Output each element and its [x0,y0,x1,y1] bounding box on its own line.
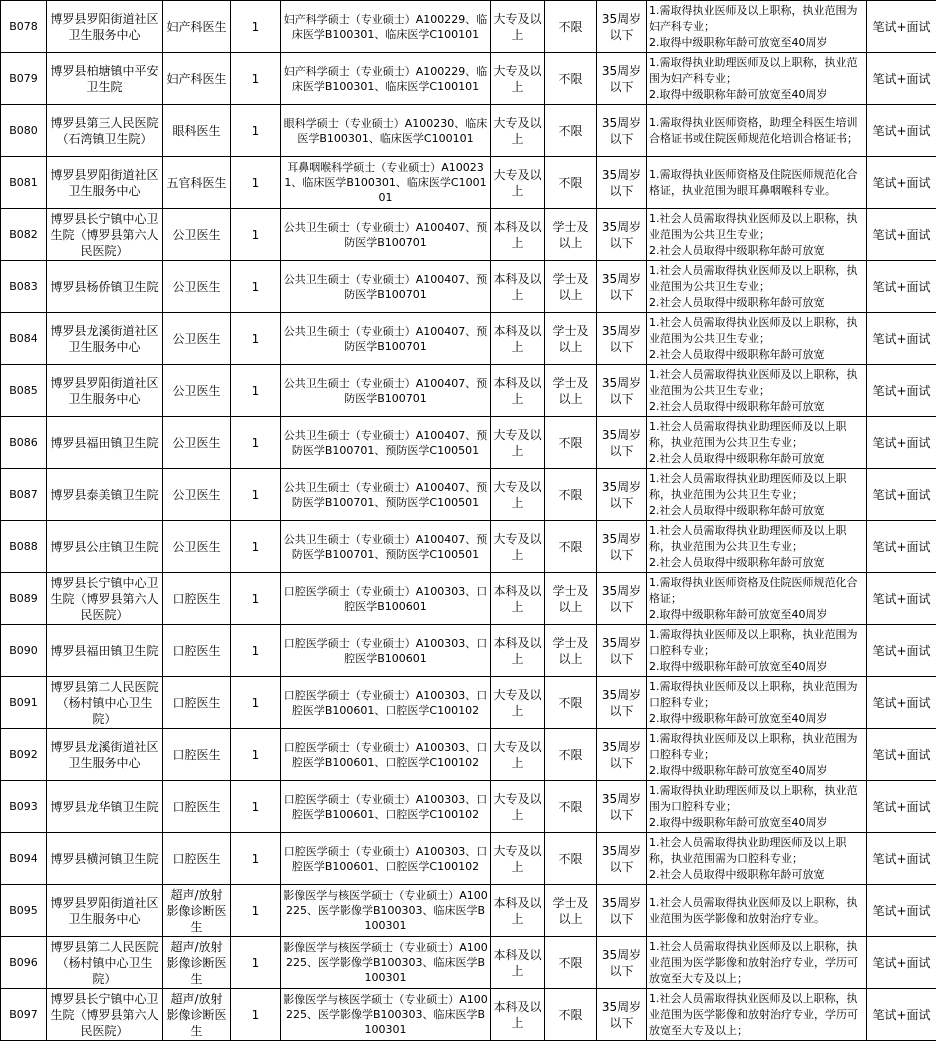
education-requirement-cell: 大专及以上 [491,1,545,53]
age-requirement-cell: 35周岁以下 [597,209,647,261]
degree-requirement-cell: 不限 [545,1,597,53]
major-requirement-cell: 公共卫生硕士（专业硕士）A100407、预防医学B100701、预防医学C100501 [281,521,491,573]
job-code-cell: B097 [1,989,47,1041]
employer-name-cell: 博罗县龙溪街道社区卫生服务中心 [47,729,163,781]
job-code-cell: B088 [1,521,47,573]
degree-requirement-cell: 不限 [545,677,597,729]
job-code-cell: B078 [1,1,47,53]
other-requirements-cell: 1.需取得执业医师及以上职称，执业范围为妇产科专业； 2.取得中级职称年龄可放宽至40周岁 [647,1,867,53]
table-row [1,625,936,677]
job-code-cell: B094 [1,833,47,885]
degree-requirement-cell: 不限 [545,833,597,885]
exam-method-cell: 笔试+面试 [867,53,936,105]
job-code-cell: B092 [1,729,47,781]
major-requirement-cell: 口腔医学硕士（专业硕士）A100303、口腔医学B100601、口腔医学C100102 [281,677,491,729]
exam-method-cell: 笔试+面试 [867,989,936,1041]
education-requirement-cell: 大专及以上 [491,677,545,729]
exam-method-cell: 笔试+面试 [867,105,936,157]
major-requirement-cell: 妇产科学硕士（专业硕士）A100229、临床医学B100301、临床医学C100101 [281,53,491,105]
major-requirement-cell: 公共卫生硕士（专业硕士）A100407、预防医学B100701 [281,261,491,313]
employer-name-cell: 博罗县第二人民医院（杨村镇中心卫生院） [47,937,163,989]
other-requirements-cell: 1.社会人员需取得执业助理医师及以上职称，执业范围为公共卫生专业； 2.社会人员取得中级职称年龄可放宽 [647,469,867,521]
major-requirement-cell: 口腔医学硕士（专业硕士）A100303、口腔医学B100601、口腔医学C100102 [281,781,491,833]
job-code-cell: B095 [1,885,47,937]
age-requirement-cell: 35周岁以下 [597,989,647,1041]
table-row [1,729,936,781]
exam-method-cell: 笔试+面试 [867,677,936,729]
table-row [1,53,936,105]
headcount-cell: 1 [231,521,281,573]
major-requirement-cell: 公共卫生硕士（专业硕士）A100407、预防医学B100701、预防医学C100501 [281,417,491,469]
education-requirement-cell: 大专及以上 [491,521,545,573]
education-requirement-cell: 大专及以上 [491,833,545,885]
headcount-cell: 1 [231,677,281,729]
exam-method-cell: 笔试+面试 [867,937,936,989]
job-code-cell: B086 [1,417,47,469]
position-name-cell: 口腔医生 [163,625,231,677]
employer-name-cell: 博罗县罗阳街道社区卫生服务中心 [47,885,163,937]
degree-requirement-cell: 不限 [545,781,597,833]
other-requirements-cell: 1.需取得执业医师资格及住院医师规范化合格证； 2.取得中级职称年龄可放宽至40周岁 [647,573,867,625]
other-requirements-cell: 1.社会人员需取得执业医师及以上职称，执业范围为公共卫生专业； 2.社会人员取得中级职称年龄可放宽 [647,313,867,365]
table-body [1,1,936,1041]
major-requirement-cell: 影像医学与核医学硕士（专业硕士）A100225、医学影像学B100303、临床医学B100301 [281,937,491,989]
major-requirement-cell: 耳鼻咽喉科学硕士（专业硕士）A100231、临床医学B100301、临床医学C100101 [281,157,491,209]
age-requirement-cell: 35周岁以下 [597,885,647,937]
position-name-cell: 公卫医生 [163,521,231,573]
job-code-cell: B090 [1,625,47,677]
employer-name-cell: 博罗县福田镇卫生院 [47,625,163,677]
degree-requirement-cell: 学士及以上 [545,625,597,677]
exam-method-cell: 笔试+面试 [867,313,936,365]
table-row [1,833,936,885]
position-name-cell: 公卫医生 [163,209,231,261]
education-requirement-cell: 大专及以上 [491,157,545,209]
education-requirement-cell: 本科及以上 [491,885,545,937]
degree-requirement-cell: 不限 [545,157,597,209]
degree-requirement-cell: 不限 [545,521,597,573]
age-requirement-cell: 35周岁以下 [597,677,647,729]
position-name-cell: 五官科医生 [163,157,231,209]
exam-method-cell: 笔试+面试 [867,521,936,573]
degree-requirement-cell: 不限 [545,105,597,157]
headcount-cell: 1 [231,105,281,157]
education-requirement-cell: 本科及以上 [491,313,545,365]
headcount-cell: 1 [231,885,281,937]
employer-name-cell: 博罗县罗阳街道社区卫生服务中心 [47,365,163,417]
other-requirements-cell: 1.需取得执业医师及以上职称，执业范围为口腔科专业； 2.取得中级职称年龄可放宽至40周岁 [647,677,867,729]
age-requirement-cell: 35周岁以下 [597,53,647,105]
table-row [1,157,936,209]
position-name-cell: 口腔医生 [163,573,231,625]
other-requirements-cell: 1.社会人员需取得执业医师及以上职称，执业范围为公共卫生专业； 2.社会人员取得中级职称年龄可放宽 [647,365,867,417]
other-requirements-cell: 1.社会人员需取得执业医师及以上职称，执业范围为医学影像和放射治疗专业。 [647,885,867,937]
age-requirement-cell: 35周岁以下 [597,937,647,989]
job-code-cell: B079 [1,53,47,105]
other-requirements-cell: 1.社会人员需取得执业助理医师及以上职称，执业范围为公共卫生专业； 2.社会人员取得中级职称年龄可放宽 [647,417,867,469]
employer-name-cell: 博罗县长宁镇中心卫生院（博罗县第六人民医院） [47,209,163,261]
table-row [1,313,936,365]
age-requirement-cell: 35周岁以下 [597,833,647,885]
table-row [1,1,936,53]
major-requirement-cell: 妇产科学硕士（专业硕士）A100229、临床医学B100301、临床医学C100101 [281,1,491,53]
employer-name-cell: 博罗县横河镇卫生院 [47,833,163,885]
headcount-cell: 1 [231,365,281,417]
education-requirement-cell: 大专及以上 [491,469,545,521]
other-requirements-cell: 1.需取得执业医师及以上职称，执业范围为口腔科专业； 2.取得中级职称年龄可放宽至40周岁 [647,729,867,781]
exam-method-cell: 笔试+面试 [867,625,936,677]
job-code-cell: B081 [1,157,47,209]
table-row [1,573,936,625]
degree-requirement-cell: 学士及以上 [545,885,597,937]
table-row [1,781,936,833]
other-requirements-cell: 1.需取得执业医师资格及住院医师规范化合格证，执业范围为眼耳鼻咽喉科专业。 [647,157,867,209]
other-requirements-cell: 1.需取得执业医师及以上职称，执业范围为口腔科专业； 2.取得中级职称年龄可放宽至40周岁 [647,625,867,677]
job-code-cell: B091 [1,677,47,729]
table-row [1,365,936,417]
table-row [1,417,936,469]
position-name-cell: 公卫医生 [163,313,231,365]
degree-requirement-cell: 不限 [545,469,597,521]
exam-method-cell: 笔试+面试 [867,729,936,781]
education-requirement-cell: 本科及以上 [491,209,545,261]
headcount-cell: 1 [231,573,281,625]
age-requirement-cell: 35周岁以下 [597,157,647,209]
other-requirements-cell: 1.社会人员需取得执业医师及以上职称，执业范围为医学影像和放射治疗专业，学历可放宽至大专及以上； [647,989,867,1041]
age-requirement-cell: 35周岁以下 [597,1,647,53]
headcount-cell: 1 [231,313,281,365]
headcount-cell: 1 [231,1,281,53]
education-requirement-cell: 本科及以上 [491,625,545,677]
employer-name-cell: 博罗县龙溪街道社区卫生服务中心 [47,313,163,365]
table-row [1,469,936,521]
headcount-cell: 1 [231,261,281,313]
education-requirement-cell: 大专及以上 [491,417,545,469]
position-name-cell: 公卫医生 [163,469,231,521]
headcount-cell: 1 [231,833,281,885]
table-row [1,937,936,989]
major-requirement-cell: 口腔医学硕士（专业硕士）A100303、口腔医学B100601 [281,625,491,677]
age-requirement-cell: 35周岁以下 [597,625,647,677]
employer-name-cell: 博罗县泰美镇卫生院 [47,469,163,521]
exam-method-cell: 笔试+面试 [867,781,936,833]
major-requirement-cell: 口腔医学硕士（专业硕士）A100303、口腔医学B100601、口腔医学C100102 [281,729,491,781]
age-requirement-cell: 35周岁以下 [597,781,647,833]
exam-method-cell: 笔试+面试 [867,885,936,937]
education-requirement-cell: 大专及以上 [491,781,545,833]
employer-name-cell: 博罗县罗阳街道社区卫生服务中心 [47,1,163,53]
job-code-cell: B083 [1,261,47,313]
position-name-cell: 超声/放射影像诊断医生 [163,885,231,937]
exam-method-cell: 笔试+面试 [867,261,936,313]
position-name-cell: 超声/放射影像诊断医生 [163,989,231,1041]
employer-name-cell: 博罗县福田镇卫生院 [47,417,163,469]
degree-requirement-cell: 不限 [545,417,597,469]
exam-method-cell: 笔试+面试 [867,209,936,261]
education-requirement-cell: 大专及以上 [491,105,545,157]
headcount-cell: 1 [231,209,281,261]
major-requirement-cell: 口腔医学硕士（专业硕士）A100303、口腔医学B100601 [281,573,491,625]
major-requirement-cell: 公共卫生硕士（专业硕士）A100407、预防医学B100701 [281,313,491,365]
education-requirement-cell: 本科及以上 [491,365,545,417]
job-code-cell: B089 [1,573,47,625]
other-requirements-cell: 1.社会人员需取得执业助理医师及以上职称，执业范围需为口腔科专业； 2.社会人员取得中级职称年龄可放宽 [647,833,867,885]
position-name-cell: 口腔医生 [163,729,231,781]
degree-requirement-cell: 学士及以上 [545,573,597,625]
employer-name-cell: 博罗县公庄镇卫生院 [47,521,163,573]
exam-method-cell: 笔试+面试 [867,1,936,53]
job-code-cell: B085 [1,365,47,417]
employer-name-cell: 博罗县第三人民医院（石湾镇卫生院） [47,105,163,157]
table-row [1,521,936,573]
job-code-cell: B082 [1,209,47,261]
headcount-cell: 1 [231,989,281,1041]
age-requirement-cell: 35周岁以下 [597,313,647,365]
employer-name-cell: 博罗县罗阳街道社区卫生服务中心 [47,157,163,209]
education-requirement-cell: 大专及以上 [491,53,545,105]
headcount-cell: 1 [231,157,281,209]
table-row [1,885,936,937]
education-requirement-cell: 本科及以上 [491,989,545,1041]
headcount-cell: 1 [231,937,281,989]
degree-requirement-cell: 学士及以上 [545,313,597,365]
degree-requirement-cell: 学士及以上 [545,209,597,261]
position-name-cell: 妇产科医生 [163,53,231,105]
employer-name-cell: 博罗县第二人民医院（杨村镇中心卫生院） [47,677,163,729]
exam-method-cell: 笔试+面试 [867,417,936,469]
major-requirement-cell: 影像医学与核医学硕士（专业硕士）A100225、医学影像学B100303、临床医学B100301 [281,989,491,1041]
other-requirements-cell: 1.需取得执业助理医师及以上职称，执业范围为口腔科专业； 2.取得中级职称年龄可放宽至40周岁 [647,781,867,833]
job-code-cell: B093 [1,781,47,833]
major-requirement-cell: 影像医学与核医学硕士（专业硕士）A100225、医学影像学B100303、临床医学B100301 [281,885,491,937]
education-requirement-cell: 本科及以上 [491,937,545,989]
headcount-cell: 1 [231,625,281,677]
education-requirement-cell: 本科及以上 [491,261,545,313]
degree-requirement-cell: 学士及以上 [545,365,597,417]
major-requirement-cell: 公共卫生硕士（专业硕士）A100407、预防医学B100701 [281,209,491,261]
employer-name-cell: 博罗县长宁镇中心卫生院（博罗县第六人民医院） [47,989,163,1041]
headcount-cell: 1 [231,53,281,105]
position-name-cell: 公卫医生 [163,261,231,313]
table-row [1,261,936,313]
position-name-cell: 公卫医生 [163,417,231,469]
position-name-cell: 眼科医生 [163,105,231,157]
major-requirement-cell: 公共卫生硕士（专业硕士）A100407、预防医学B100701 [281,365,491,417]
position-name-cell: 口腔医生 [163,677,231,729]
degree-requirement-cell: 不限 [545,53,597,105]
employer-name-cell: 博罗县柏塘镇中平安卫生院 [47,53,163,105]
age-requirement-cell: 35周岁以下 [597,365,647,417]
age-requirement-cell: 35周岁以下 [597,469,647,521]
exam-method-cell: 笔试+面试 [867,469,936,521]
employer-name-cell: 博罗县长宁镇中心卫生院（博罗县第六人民医院） [47,573,163,625]
job-code-cell: B087 [1,469,47,521]
table-row [1,209,936,261]
age-requirement-cell: 35周岁以下 [597,261,647,313]
degree-requirement-cell: 不限 [545,729,597,781]
job-code-cell: B096 [1,937,47,989]
employer-name-cell: 博罗县龙华镇卫生院 [47,781,163,833]
position-name-cell: 妇产科医生 [163,1,231,53]
degree-requirement-cell: 学士及以上 [545,261,597,313]
other-requirements-cell: 1.社会人员需取得执业医师及以上职称，执业范围为公共卫生专业； 2.社会人员取得中级职称年龄可放宽 [647,209,867,261]
other-requirements-cell: 1.社会人员需取得执业助理医师及以上职称，执业范围为公共卫生专业； 2.社会人员取得中级职称年龄可放宽 [647,521,867,573]
table-row [1,105,936,157]
other-requirements-cell: 1.需取得执业助理医师及以上职称，执业范围为妇产科专业； 2.取得中级职称年龄可放宽至40周岁 [647,53,867,105]
job-code-cell: B080 [1,105,47,157]
table-row [1,677,936,729]
table-row [1,989,936,1041]
exam-method-cell: 笔试+面试 [867,157,936,209]
exam-method-cell: 笔试+面试 [867,833,936,885]
headcount-cell: 1 [231,417,281,469]
degree-requirement-cell: 不限 [545,937,597,989]
exam-method-cell: 笔试+面试 [867,365,936,417]
headcount-cell: 1 [231,781,281,833]
position-name-cell: 公卫医生 [163,365,231,417]
other-requirements-cell: 1.社会人员需取得执业医师及以上职称，执业范围为医学影像和放射治疗专业，学历可放宽至大专及以上； [647,937,867,989]
job-code-cell: B084 [1,313,47,365]
age-requirement-cell: 35周岁以下 [597,417,647,469]
other-requirements-cell: 1.社会人员需取得执业医师及以上职称，执业范围为公共卫生专业； 2.社会人员取得中级职称年龄可放宽 [647,261,867,313]
age-requirement-cell: 35周岁以下 [597,521,647,573]
other-requirements-cell: 1.需取得执业医师资格，助理全科医生培训合格证书或住院医师规范化培训合格证书； [647,105,867,157]
degree-requirement-cell: 不限 [545,989,597,1041]
headcount-cell: 1 [231,729,281,781]
position-name-cell: 口腔医生 [163,833,231,885]
major-requirement-cell: 公共卫生硕士（专业硕士）A100407、预防医学B100701、预防医学C100501 [281,469,491,521]
major-requirement-cell: 眼科学硕士（专业硕士）A100230、临床医学B100301、临床医学C100101 [281,105,491,157]
age-requirement-cell: 35周岁以下 [597,729,647,781]
age-requirement-cell: 35周岁以下 [597,573,647,625]
education-requirement-cell: 本科及以上 [491,573,545,625]
major-requirement-cell: 口腔医学硕士（专业硕士）A100303、口腔医学B100601、口腔医学C100102 [281,833,491,885]
employer-name-cell: 博罗县杨侨镇卫生院 [47,261,163,313]
headcount-cell: 1 [231,469,281,521]
education-requirement-cell: 大专及以上 [491,729,545,781]
position-name-cell: 口腔医生 [163,781,231,833]
exam-method-cell: 笔试+面试 [867,573,936,625]
position-name-cell: 超声/放射影像诊断医生 [163,937,231,989]
age-requirement-cell: 35周岁以下 [597,105,647,157]
